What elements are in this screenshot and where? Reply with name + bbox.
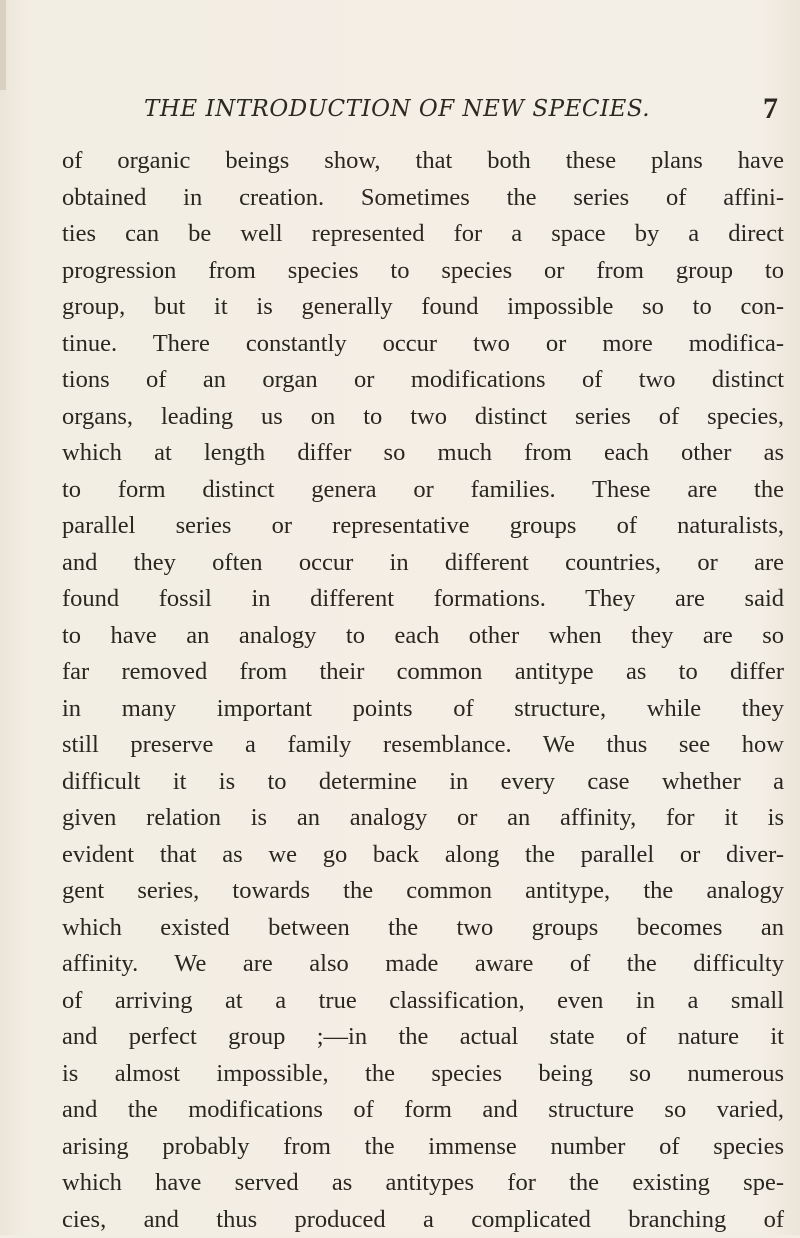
text-line: to form distinct genera or families. These are the (62, 472, 784, 509)
text-line: which at length differ so much from each other as (62, 435, 784, 472)
text-line: parallel series or representative groups of naturalists, (62, 508, 784, 545)
text-line: and the modifications of form and structure so varied, (62, 1092, 784, 1129)
text-line: still preserve a family resemblance. We thus see how (62, 727, 784, 764)
page-number: 7 (763, 92, 778, 126)
text-line: found fossil in different formations. They are said (62, 581, 784, 618)
text-line: arising probably from the immense number of species (62, 1129, 784, 1166)
text-line: is almost impossible, the species being so numerous (62, 1056, 784, 1093)
text-line: organs, leading us on to two distinct series of species, (62, 399, 784, 436)
text-line: tions of an organ or modifications of two distinct (62, 362, 784, 399)
text-line: and perfect group ;—in the actual state of nature it (62, 1019, 784, 1056)
text-line: cies, and thus produced a complicated branching of (62, 1202, 784, 1238)
text-line: far removed from their common antitype as to differ (62, 654, 784, 691)
text-line: evident that as we go back along the parallel or diver- (62, 837, 784, 874)
text-line: of organic beings show, that both these plans have (62, 143, 784, 180)
body-text (62, 143, 784, 1238)
text-line: difficult it is to determine in every case whether a (62, 764, 784, 801)
text-line: given relation is an analogy or an affinity, for it is (62, 800, 784, 837)
running-head (62, 96, 782, 130)
text-line: ties can be well represented for a space by a direct (62, 216, 784, 253)
running-title: THE INTRODUCTION OF NEW SPECIES. (144, 96, 650, 122)
text-line: obtained in creation. Sometimes the series of affini- (62, 180, 784, 217)
text-line: which have served as antitypes for the existing spe- (62, 1165, 784, 1202)
text-line: tinue. There constantly occur two or more modifica- (62, 326, 784, 363)
text-line: and they often occur in different countries, or are (62, 545, 784, 582)
text-line: to have an analogy to each other when they are so (62, 618, 784, 655)
binding-shadow (0, 0, 6, 90)
text-line: which existed between the two groups becomes an (62, 910, 784, 947)
text-line: group, but it is generally found impossible so to con- (62, 289, 784, 326)
text-line: in many important points of structure, while they (62, 691, 784, 728)
text-line: gent series, towards the common antitype, the analogy (62, 873, 784, 910)
text-line: of arriving at a true classification, even in a small (62, 983, 784, 1020)
text-line: progression from species to species or from group to (62, 253, 784, 290)
text-line: affinity. We are also made aware of the difficulty (62, 946, 784, 983)
